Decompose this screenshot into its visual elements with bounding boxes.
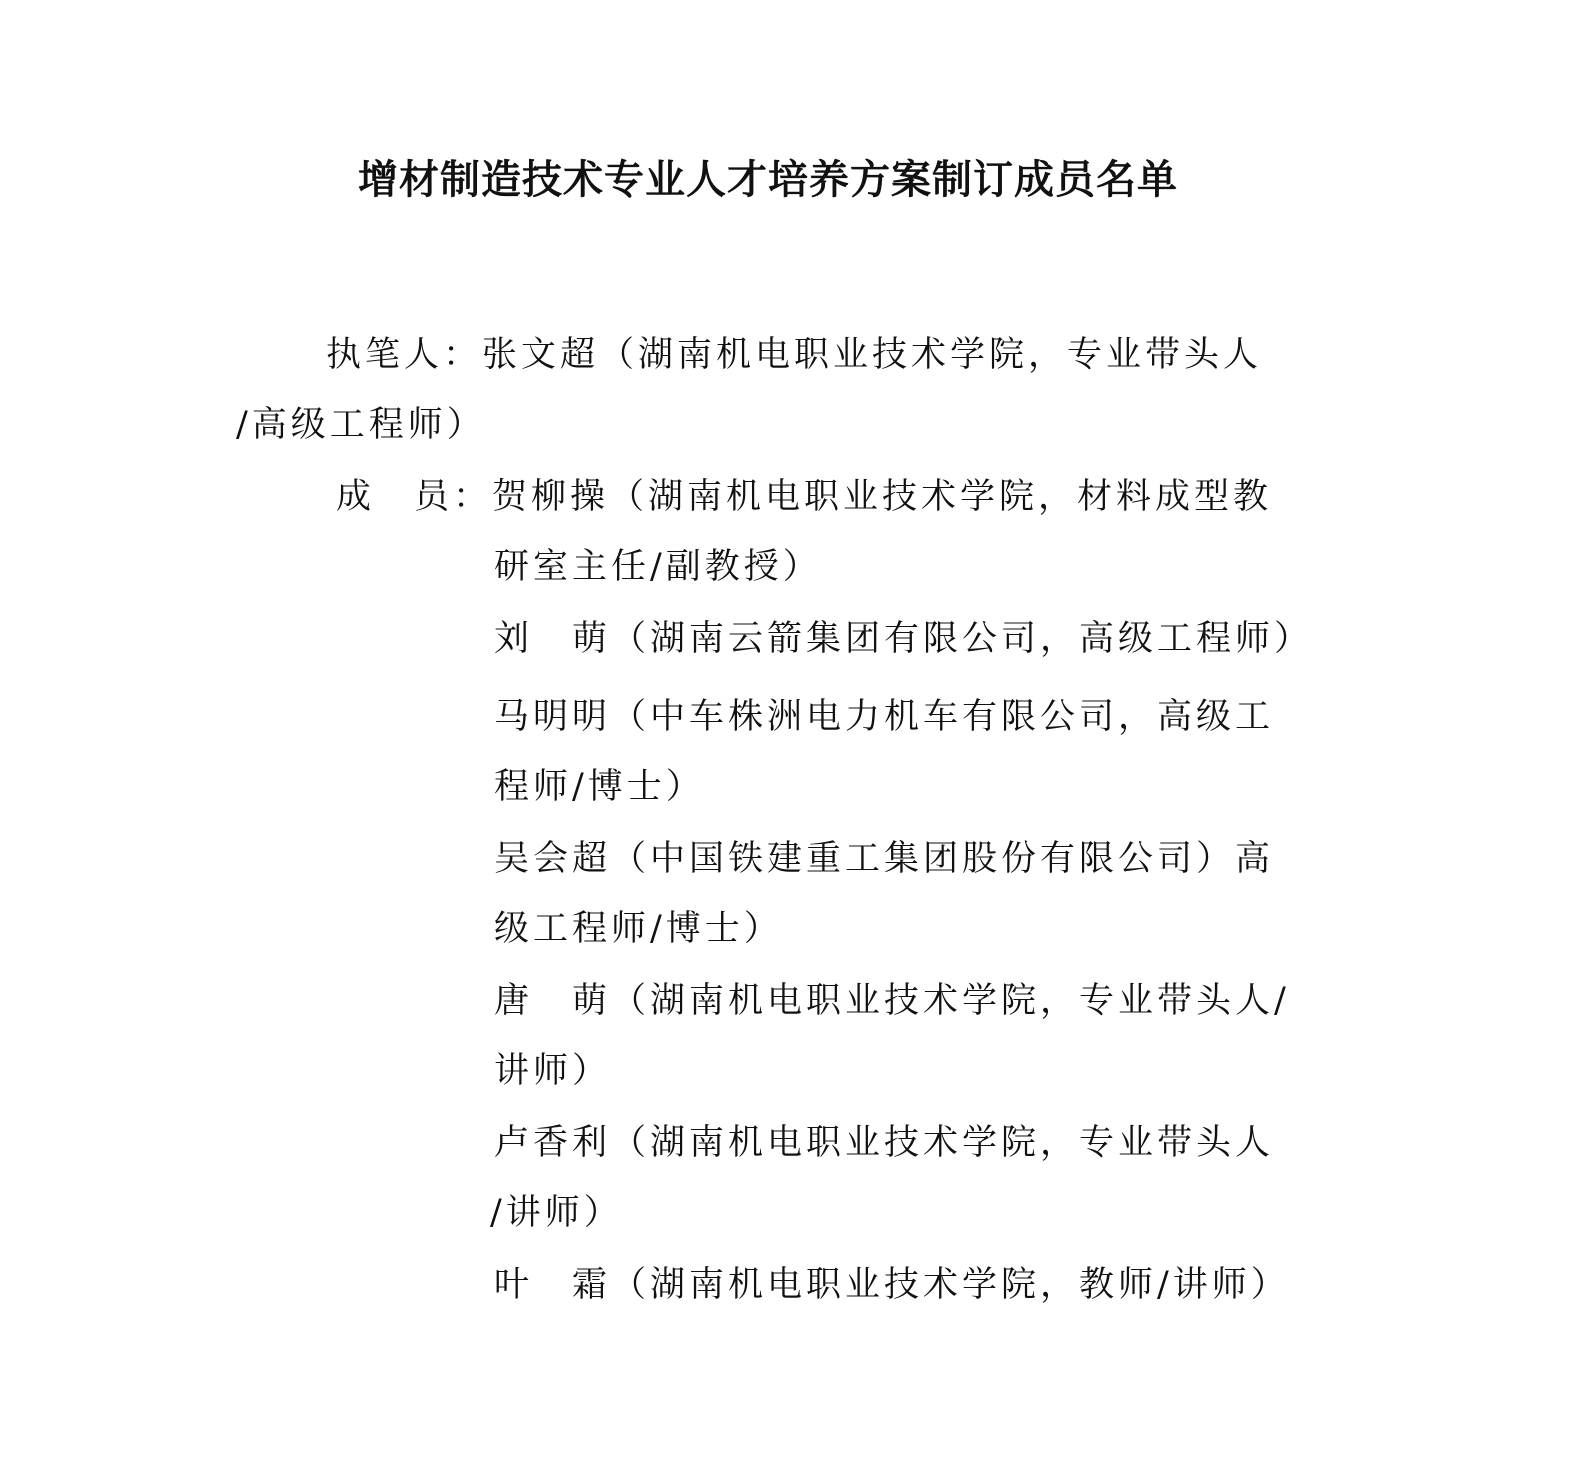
member-4-line-1: 吴会超（中国铁建重工集团股份有限公司）高: [494, 839, 1275, 879]
member-2-line-1: 刘 萌（湖南云箭集团有限公司，高级工程师）: [494, 619, 1314, 659]
member-6-line-2: /讲师）: [490, 1193, 623, 1233]
member-1-line-2: 研室主任/副教授）: [494, 547, 822, 587]
member-3-line-1: 马明明（中车株洲电力机车有限公司，高级工: [494, 697, 1275, 737]
author-text-line-2: /高级工程师）: [236, 405, 486, 445]
member-5-line-2: 讲师）: [494, 1051, 612, 1091]
author-label: 执笔人：: [326, 335, 483, 375]
member-4-line-2: 级工程师/博士）: [494, 909, 783, 949]
member-7-line-1: 叶 霜（湖南机电职业技术学院，教师/讲师）: [494, 1265, 1290, 1305]
member-6-line-1: 卢香利（湖南机电职业技术学院，专业带头人: [494, 1123, 1275, 1163]
members-line: [336, 472, 1272, 522]
member-3-line-2: 程师/博士）: [494, 767, 705, 807]
members-label: 成 员：: [336, 477, 493, 517]
page-title: 增材制造技术专业人才培养方案制订成员名单: [358, 157, 1178, 203]
member-5-line-1: 唐 萌（湖南机电职业技术学院，专业带头人/: [494, 981, 1290, 1021]
author-line: [326, 330, 1262, 380]
member-1-line-1: 贺柳操（湖南机电职业技术学院，材料成型教: [492, 477, 1273, 517]
author-text-line-1: 张文超（湖南机电职业技术学院，专业带头人: [482, 335, 1263, 375]
